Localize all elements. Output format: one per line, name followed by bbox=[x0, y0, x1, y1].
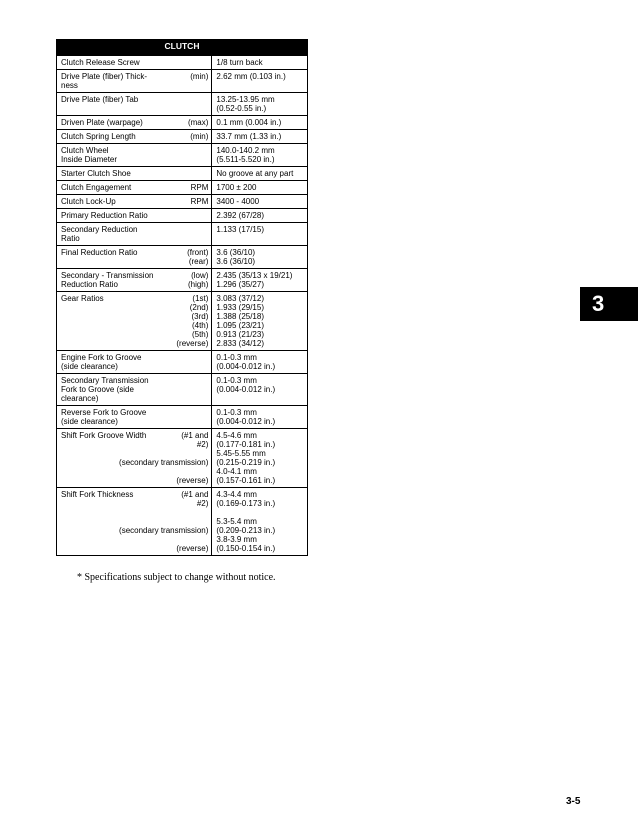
spec-qualifier: (min) bbox=[190, 72, 209, 81]
spec-name: Clutch Wheel bbox=[61, 146, 109, 155]
spec-name-cell bbox=[57, 195, 212, 209]
spec-value: 1.095 (23/21) bbox=[216, 321, 264, 330]
table-row bbox=[57, 116, 308, 130]
spec-value-cell bbox=[212, 351, 308, 374]
spec-value: 1.933 (29/15) bbox=[216, 303, 264, 312]
table-row bbox=[57, 56, 308, 70]
spec-value: (0.52-0.55 in.) bbox=[216, 104, 267, 113]
spec-value: 0.1-0.3 mm bbox=[216, 353, 257, 362]
spec-value: (0.157-0.161 in.) bbox=[216, 476, 276, 485]
spec-name-cell bbox=[57, 246, 212, 269]
spec-name: Driven Plate (warpage) bbox=[61, 118, 143, 127]
spec-name: Clutch Engagement bbox=[61, 183, 132, 192]
spec-name: Final Reduction Ratio bbox=[61, 248, 138, 257]
spec-value: (0.169-0.173 in.) bbox=[216, 499, 276, 508]
spec-name: Drive Plate (fiber) Tab bbox=[61, 95, 139, 104]
spec-value: (0.004-0.012 in.) bbox=[216, 385, 276, 394]
spec-value: 2.62 mm (0.103 in.) bbox=[216, 72, 286, 81]
table-row bbox=[57, 374, 308, 406]
table-row bbox=[57, 209, 308, 223]
spec-value: (5.511-5.520 in.) bbox=[216, 155, 275, 164]
spec-qualifier: #2) bbox=[196, 440, 209, 449]
spec-qualifier: (secondary transmission) bbox=[119, 458, 209, 467]
spec-name-cell bbox=[57, 223, 212, 246]
spec-value-cell bbox=[212, 130, 308, 144]
spec-value: 13.25-13.95 mm bbox=[216, 95, 275, 104]
spec-qualifier: (reverse) bbox=[176, 544, 209, 553]
spec-name-cell bbox=[57, 269, 212, 292]
spec-name: Clutch Spring Length bbox=[61, 132, 136, 141]
spec-value-cell bbox=[212, 429, 308, 488]
spec-qualifier: (4th) bbox=[191, 321, 209, 330]
spec-value: 3.6 (36/10) bbox=[216, 257, 256, 266]
spec-value-cell bbox=[212, 292, 308, 351]
spec-qualifier: (max) bbox=[187, 118, 209, 127]
table-body bbox=[57, 56, 308, 556]
spec-qualifier: RPM bbox=[190, 183, 209, 192]
spec-value-cell bbox=[212, 374, 308, 406]
spec-name: Starter Clutch Shoe bbox=[61, 169, 131, 178]
spec-value: (0.004-0.012 in.) bbox=[216, 417, 276, 426]
spec-name: Clutch Release Screw bbox=[61, 58, 140, 67]
spec-value-cell bbox=[212, 56, 308, 70]
spec-value: 1.296 (35/27) bbox=[216, 280, 264, 289]
spec-name: ness bbox=[61, 81, 78, 90]
spec-value: 3.8-3.9 mm bbox=[216, 535, 257, 544]
table-row bbox=[57, 488, 308, 556]
spec-value: 3.083 (37/12) bbox=[216, 294, 264, 303]
spec-value: (0.209-0.213 in.) bbox=[216, 526, 276, 535]
spec-qualifier: (high) bbox=[187, 280, 209, 289]
spec-name: Reverse Fork to Groove bbox=[61, 408, 147, 417]
spec-name: Inside Diameter bbox=[61, 155, 118, 164]
spec-name-cell bbox=[57, 351, 212, 374]
spec-value-cell bbox=[212, 181, 308, 195]
chapter-tab: 3 bbox=[580, 287, 638, 321]
table-row bbox=[57, 429, 308, 488]
spec-name: Shift Fork Groove Width bbox=[61, 431, 147, 440]
spec-qualifier: (#1 and bbox=[181, 490, 209, 499]
spec-qualifier: (min) bbox=[190, 132, 209, 141]
spec-name: Engine Fork to Groove bbox=[61, 353, 142, 362]
spec-value-cell bbox=[212, 406, 308, 429]
spec-qualifier: RPM bbox=[190, 197, 209, 206]
spec-value: (0.215-0.219 in.) bbox=[216, 458, 276, 467]
spec-value: (0.150-0.154 in.) bbox=[216, 544, 276, 553]
spec-value: (0.177-0.181 in.) bbox=[216, 440, 276, 449]
spec-name: Secondary Transmission bbox=[61, 376, 149, 385]
spec-qualifier: (reverse) bbox=[176, 476, 209, 485]
spec-value-cell bbox=[212, 269, 308, 292]
spec-name: Primary Reduction Ratio bbox=[61, 211, 148, 220]
spec-value-cell bbox=[212, 246, 308, 269]
spec-value: 140.0-140.2 mm bbox=[216, 146, 275, 155]
spec-name-cell bbox=[57, 70, 212, 93]
table-row bbox=[57, 195, 308, 209]
spec-value: 2.833 (34/12) bbox=[216, 339, 264, 348]
spec-value: 1.388 (25/18) bbox=[216, 312, 264, 321]
table-row bbox=[57, 406, 308, 429]
spec-qualifier: (rear) bbox=[188, 257, 209, 266]
spec-name-cell bbox=[57, 488, 212, 556]
spec-name-cell bbox=[57, 144, 212, 167]
spec-value: 0.1 mm (0.004 in.) bbox=[216, 118, 282, 127]
spec-value: 2.392 (67/28) bbox=[216, 211, 264, 220]
spec-qualifier: (low) bbox=[191, 271, 209, 280]
footnote: * Specifications subject to change without notice. bbox=[77, 572, 276, 583]
spec-value: 3400 - 4000 bbox=[216, 197, 260, 206]
spec-value-cell bbox=[212, 93, 308, 116]
spec-value: (0.004-0.012 in.) bbox=[216, 362, 276, 371]
spec-name-cell bbox=[57, 406, 212, 429]
spec-name-cell bbox=[57, 181, 212, 195]
table-row bbox=[57, 351, 308, 374]
table-row bbox=[57, 181, 308, 195]
spec-name: Shift Fork Thickness bbox=[61, 490, 134, 499]
spec-name-cell bbox=[57, 93, 212, 116]
spec-value-cell bbox=[212, 167, 308, 181]
spec-qualifier: (#1 and bbox=[181, 431, 209, 440]
spec-name-cell bbox=[57, 292, 212, 351]
table-row bbox=[57, 167, 308, 181]
spec-name-cell bbox=[57, 130, 212, 144]
spec-value-cell bbox=[212, 488, 308, 556]
spec-value: 0.1-0.3 mm bbox=[216, 408, 257, 417]
spec-name-cell bbox=[57, 167, 212, 181]
spec-value-cell bbox=[212, 195, 308, 209]
spec-value: 1/8 turn back bbox=[216, 58, 263, 67]
spec-name: clearance) bbox=[61, 394, 99, 403]
spec-name: Secondary - Transmission bbox=[61, 271, 154, 280]
spec-qualifier: (1st) bbox=[192, 294, 209, 303]
spec-value: 5.3-5.4 mm bbox=[216, 517, 257, 526]
spec-qualifier: (reverse) bbox=[176, 339, 209, 348]
spec-name: Gear Ratios bbox=[61, 294, 104, 303]
spec-value: 4.3-4.4 mm bbox=[216, 490, 257, 499]
page-number: 3-5 bbox=[566, 796, 581, 807]
spec-qualifier: (3rd) bbox=[191, 312, 209, 321]
spec-value: 4.0-4.1 mm bbox=[216, 467, 257, 476]
spec-value: 3.6 (36/10) bbox=[216, 248, 256, 257]
spec-value-cell bbox=[212, 223, 308, 246]
spec-value: 1700 ± 200 bbox=[216, 183, 257, 192]
spec-name: Reduction Ratio bbox=[61, 280, 118, 289]
spec-name-cell bbox=[57, 374, 212, 406]
table-row bbox=[57, 223, 308, 246]
spec-qualifier: (5th) bbox=[191, 330, 209, 339]
spec-value-cell bbox=[212, 116, 308, 130]
table-row bbox=[57, 269, 308, 292]
spec-name: Fork to Groove (side bbox=[61, 385, 134, 394]
spec-name: (side clearance) bbox=[61, 417, 118, 426]
spec-value: 2.435 (35/13 x 19/21) bbox=[216, 271, 293, 280]
spec-value: 0.913 (21/23) bbox=[216, 330, 264, 339]
table-row bbox=[57, 93, 308, 116]
table-row bbox=[57, 144, 308, 167]
spec-qualifier: (2nd) bbox=[189, 303, 209, 312]
spec-name-cell bbox=[57, 56, 212, 70]
spec-value: 1.133 (17/15) bbox=[216, 225, 264, 234]
spec-value: 33.7 mm (1.33 in.) bbox=[216, 132, 282, 141]
spec-value-cell bbox=[212, 209, 308, 223]
table-row bbox=[57, 246, 308, 269]
spec-name: Drive Plate (fiber) Thick- bbox=[61, 72, 148, 81]
table-row bbox=[57, 130, 308, 144]
spec-value: 4.5-4.6 mm bbox=[216, 431, 257, 440]
spec-name: Secondary Reduction bbox=[61, 225, 138, 234]
table-row bbox=[57, 292, 308, 351]
spec-name-cell bbox=[57, 429, 212, 488]
spec-qualifier: (secondary transmission) bbox=[119, 526, 209, 535]
table-row bbox=[57, 70, 308, 93]
spec-value-cell bbox=[212, 144, 308, 167]
spec-name: (side clearance) bbox=[61, 362, 118, 371]
spec-value-cell bbox=[212, 70, 308, 93]
table-header: CLUTCH bbox=[57, 40, 308, 56]
spec-name-cell bbox=[57, 209, 212, 223]
spec-name: Clutch Lock-Up bbox=[61, 197, 116, 206]
spec-value: No groove at any part bbox=[216, 169, 294, 178]
clutch-spec-table bbox=[56, 39, 308, 556]
spec-qualifier: (front) bbox=[187, 248, 209, 257]
spec-name-cell bbox=[57, 116, 212, 130]
spec-value: 5.45-5.55 mm bbox=[216, 449, 266, 458]
spec-qualifier: #2) bbox=[196, 499, 209, 508]
spec-name: Ratio bbox=[61, 234, 80, 243]
spec-value: 0.1-0.3 mm bbox=[216, 376, 257, 385]
